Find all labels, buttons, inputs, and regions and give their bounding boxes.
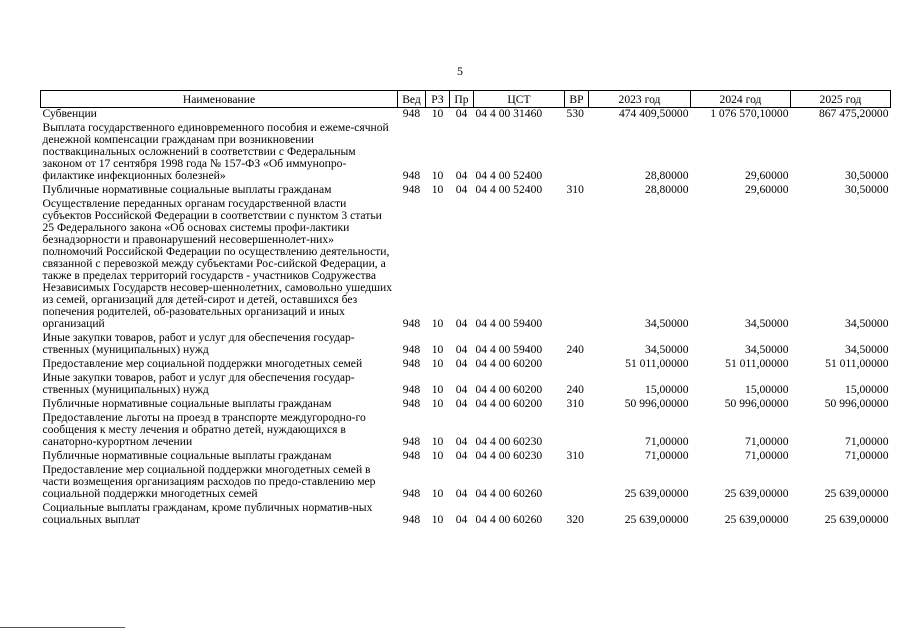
row-rz: 10: [431, 383, 444, 396]
row-vr: [565, 122, 589, 184]
row-value-2025: 867 475,20000: [818, 107, 889, 120]
row-ved: 948: [402, 317, 421, 330]
row-value-2023: 28,80000: [645, 183, 689, 196]
row-ved: 948: [402, 513, 421, 526]
row-cst: 04 4 00 60260: [475, 513, 543, 526]
row-value-2023: 34,50000: [645, 343, 689, 356]
header-2025: 2025 год: [791, 91, 891, 108]
row-vr: 530: [566, 107, 584, 120]
page-number: 5: [457, 64, 463, 78]
row-value-2023: 50 996,00000: [624, 397, 689, 410]
row-ved: 948: [402, 397, 421, 410]
row-rz: 10: [431, 513, 444, 526]
row-vr: [565, 464, 589, 502]
row-value-2025: 34,50000: [845, 343, 889, 356]
header-vr: ВР: [565, 91, 589, 108]
row-cst: 04 4 00 60260: [475, 487, 543, 500]
row-rz: 10: [431, 449, 444, 462]
row-ved: 948: [402, 449, 421, 462]
row-ved: 948: [402, 107, 421, 120]
row-pr: 04: [455, 435, 468, 448]
row-ved: 948: [402, 169, 421, 182]
row-ved: 948: [402, 383, 421, 396]
row-value-2023: 474 409,50000: [618, 107, 689, 120]
row-value-2023: 34,50000: [645, 317, 689, 330]
row-value-2025: 30,50000: [845, 183, 889, 196]
row-cst: 04 4 00 52400: [475, 183, 543, 196]
row-rz: 10: [431, 169, 444, 182]
row-cst: 04 4 00 31460: [475, 107, 543, 120]
row-value-2024: 15,00000: [745, 383, 789, 396]
row-name: Иные закупки товаров, работ и услуг для обеспечения государ-ственных (муниципальных) нужд: [42, 331, 355, 356]
row-value-2024: 50 996,00000: [724, 397, 789, 410]
row-ved: 948: [402, 343, 421, 356]
row-vr: [565, 198, 589, 332]
row-name: Осуществление переданных органам государственной власти субъектов Российской Федерации в соответствии с пунктом 3 статьи 25 Федерального закона «Об основах системы профи-лактики безнадзорности и правонарушений несовершеннолет-них» полномочий Российской Федерации по осуществлению деятельности, связанной с перевозкой между субъектами Рос-сийской Федерации, а также в пределах территорий государств - участников Содружества Независимых Государств несовер-шеннолетних, самовольно ушедших из семей, организаций для детей-сирот и детей, оставшихся без попечения родителей, об-разовательных организаций и иных организаций: [42, 197, 393, 330]
header-2024: 2024 год: [691, 91, 791, 108]
row-rz: 10: [431, 107, 444, 120]
row-value-2025: 25 639,00000: [824, 487, 889, 500]
row-name: Социальные выплаты гражданам, кроме публичных норматив-ных социальных выплат: [42, 501, 373, 526]
row-name: Выплата государственного единовременного пособия и ежеме-сячной денежной компенсации гражданам при возникновении поствакцинальных осложнений в соответствии с Федеральным законом от 17 сентября 1998 года № 157-ФЗ «Об иммунопро-филактике инфекционных болезней»: [42, 121, 389, 182]
row-rz: 10: [431, 435, 444, 448]
row-value-2025: 15,00000: [845, 383, 889, 396]
row-value-2023: 71,00000: [645, 435, 689, 448]
row-rz: 10: [431, 397, 444, 410]
row-vr: 310: [566, 183, 584, 196]
row-rz: 10: [431, 487, 444, 500]
table-row: [41, 332, 891, 358]
row-value-2023: 15,00000: [645, 383, 689, 396]
row-value-2025: 34,50000: [845, 317, 889, 330]
row-pr: 04: [455, 449, 468, 462]
row-cst: 04 4 00 52400: [475, 169, 543, 182]
row-pr: 04: [455, 357, 468, 370]
row-vr: [565, 412, 589, 450]
header-cst: ЦСТ: [474, 91, 565, 108]
header-ved: Вед: [398, 91, 426, 108]
row-value-2024: 1 076 570,10000: [710, 107, 789, 120]
row-pr: 04: [455, 487, 468, 500]
row-pr: 04: [455, 107, 468, 120]
table-row: [41, 372, 891, 398]
row-cst: 04 4 00 59400: [475, 317, 543, 330]
row-value-2025: 51 011,00000: [825, 357, 889, 370]
row-vr: 240: [566, 383, 584, 396]
table-row: [41, 502, 891, 528]
row-value-2025: 30,50000: [845, 169, 889, 182]
row-pr: 04: [455, 183, 468, 196]
row-value-2024: 29,60000: [745, 183, 789, 196]
row-name: Публичные нормативные социальные выплаты гражданам: [42, 449, 332, 462]
row-value-2023: 51 011,00000: [625, 357, 689, 370]
table-row: [41, 358, 891, 372]
row-value-2023: 28,80000: [645, 169, 689, 182]
row-cst: 04 4 00 60200: [475, 357, 543, 370]
row-pr: 04: [455, 343, 468, 356]
row-cst: 04 4 00 60200: [475, 383, 543, 396]
header-pr: Пр: [450, 91, 474, 108]
row-cst: 04 4 00 60230: [475, 435, 543, 448]
header-name: Наименование: [41, 91, 398, 108]
row-value-2025: 50 996,00000: [824, 397, 889, 410]
row-pr: 04: [455, 513, 468, 526]
row-value-2025: 25 639,00000: [824, 513, 889, 526]
table-row: [41, 198, 891, 332]
row-rz: 10: [431, 183, 444, 196]
row-value-2024: 25 639,00000: [724, 487, 789, 500]
row-vr: [565, 358, 589, 372]
row-ved: 948: [402, 487, 421, 500]
row-value-2024: 71,00000: [745, 435, 789, 448]
table-row: [41, 412, 891, 450]
row-rz: 10: [431, 343, 444, 356]
row-rz: 10: [431, 357, 444, 370]
row-value-2023: 25 639,00000: [624, 487, 689, 500]
row-cst: 04 4 00 60230: [475, 449, 543, 462]
row-vr: 240: [566, 343, 584, 356]
row-name: Субвенции: [42, 107, 97, 120]
row-value-2025: 71,00000: [845, 449, 889, 462]
table-row: [41, 122, 891, 184]
row-ved: 948: [402, 357, 421, 370]
row-name: Публичные нормативные социальные выплаты гражданам: [42, 183, 332, 196]
footer-rule: [0, 627, 125, 628]
row-value-2024: 71,00000: [745, 449, 789, 462]
table-row: [41, 450, 891, 464]
row-ved: 948: [402, 435, 421, 448]
header-rz: РЗ: [426, 91, 450, 108]
header-2023: 2023 год: [589, 91, 691, 108]
row-name: Публичные нормативные социальные выплаты гражданам: [42, 397, 332, 410]
header-row: [41, 91, 891, 108]
row-cst: 04 4 00 60200: [475, 397, 543, 410]
row-vr: 320: [566, 513, 584, 526]
row-name: Предоставление мер социальной поддержки многодетных семей в части возмещения организациям расходов по предо-ставлению мер социальной поддержки многодетных семей: [42, 463, 376, 500]
row-pr: 04: [455, 397, 468, 410]
row-pr: 04: [455, 317, 468, 330]
row-ved: 948: [402, 183, 421, 196]
row-vr: 310: [566, 397, 584, 410]
row-name: Предоставление льготы на проезд в транспорте междугородно-го сообщения к месту лечения и обратно детей, нуждающихся в санаторно-курортном лечении: [42, 411, 366, 448]
row-name: Иные закупки товаров, работ и услуг для обеспечения государ-ственных (муниципальных) нужд: [42, 371, 355, 396]
row-value-2024: 29,60000: [745, 169, 789, 182]
row-pr: 04: [455, 169, 468, 182]
table-row: [41, 398, 891, 412]
row-cst: 04 4 00 59400: [475, 343, 543, 356]
budget-table: [40, 90, 891, 528]
row-value-2025: 71,00000: [845, 435, 889, 448]
row-pr: 04: [455, 383, 468, 396]
row-value-2023: 71,00000: [645, 449, 689, 462]
table-row: [41, 184, 891, 198]
row-rz: 10: [431, 317, 444, 330]
row-value-2023: 25 639,00000: [624, 513, 689, 526]
row-value-2024: 51 011,00000: [725, 357, 789, 370]
row-vr: 310: [566, 449, 584, 462]
row-value-2024: 34,50000: [745, 343, 789, 356]
table-row: [41, 464, 891, 502]
row-name: Предоставление мер социальной поддержки многодетных семей: [42, 357, 363, 370]
row-value-2024: 34,50000: [745, 317, 789, 330]
table-row: [41, 108, 891, 123]
row-value-2024: 25 639,00000: [724, 513, 789, 526]
